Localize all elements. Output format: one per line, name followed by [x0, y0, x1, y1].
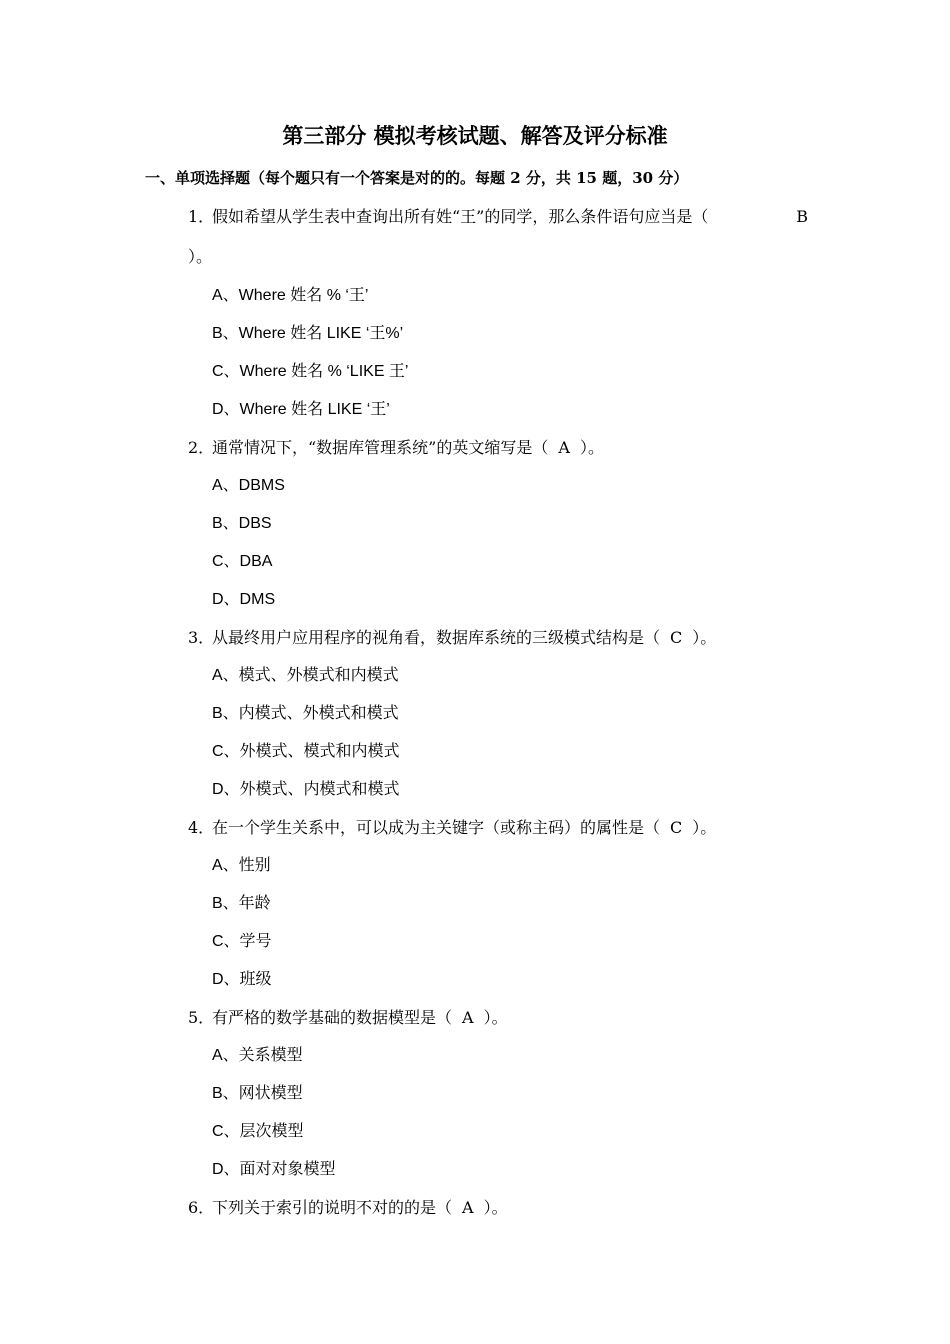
question-answer: A [462, 1198, 474, 1217]
question-1 [188, 205, 808, 266]
option-a: A、性别 [212, 857, 271, 874]
question-answer: A [462, 1008, 474, 1027]
question-answer: B [796, 207, 808, 226]
option-c: C、外模式、模式和内模式 [212, 743, 400, 760]
question-4 [188, 816, 808, 840]
question-number: 1． [188, 207, 215, 226]
question-number: 5． [188, 1008, 215, 1027]
option-b: B、Where 姓名 LIKE ‘王%’ [212, 325, 404, 342]
question-answer: A [558, 438, 570, 457]
option-c: C、层次模型 [212, 1123, 304, 1140]
question-close: ）。 [692, 628, 717, 647]
question-3 [188, 626, 808, 650]
option-c: C、Where 姓名 % ‘LIKE 王’ [212, 363, 409, 380]
page-title: 第三部分 模拟考核试题、解答及评分标准 [282, 123, 668, 148]
option-b: B、内模式、外模式和模式 [212, 705, 399, 722]
question-text: 有严格的数学基础的数据模型是（ [212, 1008, 453, 1027]
question-number: 4． [188, 818, 215, 837]
option-c: C、DBA [212, 553, 273, 570]
question-number: 6． [188, 1198, 215, 1217]
question-text: 从最终用户应用程序的视角看，数据库系统的三级模式结构是（ [212, 628, 661, 647]
option-b: B、网状模型 [212, 1085, 303, 1102]
question-text: 假如希望从学生表中查询出所有姓“王”的同学，那么条件语句应当是（ [212, 207, 709, 226]
option-d: D、Where 姓名 LIKE ‘王’ [212, 401, 390, 418]
question-close: ）。 [579, 438, 604, 457]
question-answer: C [670, 818, 683, 837]
question-number: 2． [188, 438, 215, 457]
question-6 [188, 1196, 808, 1220]
question-text: 通常情况下，“数据库管理系统”的英文缩写是（ [212, 438, 549, 457]
option-a: A、DBMS [212, 477, 285, 494]
question-answer: C [670, 628, 683, 647]
question-2 [188, 436, 808, 460]
question-close: ）。 [692, 818, 717, 837]
option-a: A、Where 姓名 % ‘王’ [212, 287, 369, 304]
option-b: B、DBS [212, 515, 272, 532]
section-heading: 一、单项选择题（每个题只有一个答案是对的的。每题 2 分，共 15 题，30 分） [145, 169, 689, 187]
question-close: ）。 [483, 1198, 508, 1217]
question-text: 下列关于索引的说明不对的的是（ [212, 1198, 453, 1217]
question-text: 在一个学生关系中，可以成为主关键字（或称主码）的属性是（ [212, 818, 661, 837]
option-b: B、年龄 [212, 895, 271, 912]
option-c: C、学号 [212, 933, 272, 950]
option-a: A、模式、外模式和内模式 [212, 667, 399, 684]
question-5 [188, 1006, 808, 1030]
option-d: D、面对对象模型 [212, 1161, 336, 1178]
question-number: 3． [188, 628, 215, 647]
option-d: D、DMS [212, 591, 276, 608]
question-close: ）。 [483, 1008, 508, 1027]
option-d: D、外模式、内模式和模式 [212, 781, 400, 798]
option-d: D、班级 [212, 971, 272, 988]
option-a: A、关系模型 [212, 1047, 303, 1064]
question-close: ）。 [188, 247, 213, 266]
